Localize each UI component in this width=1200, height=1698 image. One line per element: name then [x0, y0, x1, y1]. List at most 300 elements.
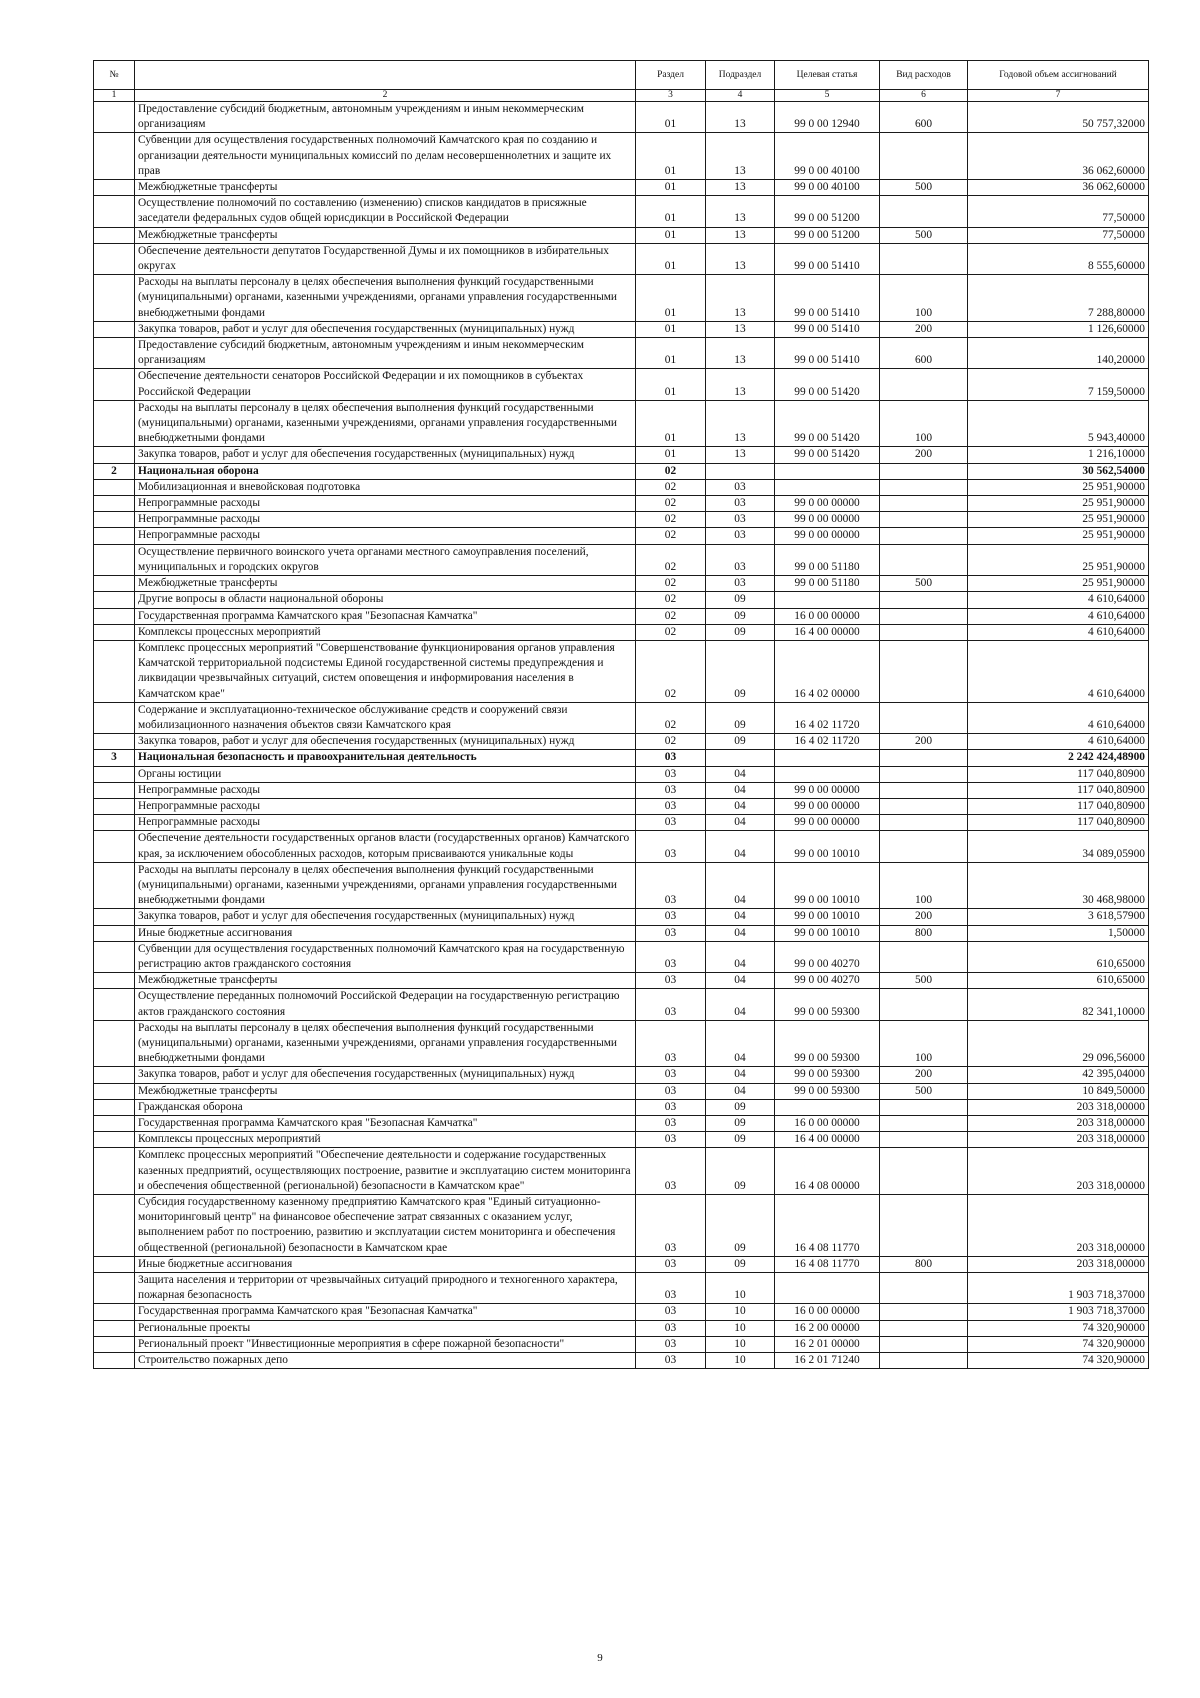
row-section: 02 — [636, 544, 706, 575]
row-target: 99 0 00 00000 — [775, 512, 880, 528]
row-name: Другие вопросы в области национальной обороны — [135, 592, 636, 608]
row-target: 99 0 00 10010 — [775, 862, 880, 909]
row-number — [94, 1148, 135, 1195]
row-target: 16 2 00 00000 — [775, 1320, 880, 1336]
row-name: Субсидия государственному казенному предприятию Камчатского края "Единый ситуационно-мониторинговый центр" на финансовое обеспечение затрат связанных с оказанием услуг, выполнением работ по построению, развитию и эксплуатации систем мониторинга и обеспечения общественной (региональной) безопасности в Камчатском крае — [135, 1195, 636, 1257]
row-section: 01 — [636, 321, 706, 337]
row-amount: 50 757,32000 — [968, 102, 1149, 133]
header-amount: Годовой объем ассигнований — [968, 61, 1149, 90]
row-section: 01 — [636, 227, 706, 243]
row-section: 02 — [636, 528, 706, 544]
row-number — [94, 1256, 135, 1272]
table-row — [94, 782, 1149, 798]
row-section: 02 — [636, 463, 706, 479]
row-target — [775, 479, 880, 495]
row-subsection: 04 — [706, 909, 775, 925]
row-number — [94, 400, 135, 447]
row-number: 2 — [94, 463, 135, 479]
table-row — [94, 909, 1149, 925]
row-target: 99 0 00 10010 — [775, 925, 880, 941]
row-target: 99 0 00 00000 — [775, 496, 880, 512]
row-target — [775, 1099, 880, 1115]
row-number — [94, 576, 135, 592]
table-row — [94, 1336, 1149, 1352]
row-subsection: 04 — [706, 831, 775, 862]
row-expense-type — [880, 1353, 968, 1369]
table-row — [94, 941, 1149, 972]
row-expense-type — [880, 133, 968, 180]
row-number — [94, 592, 135, 608]
row-amount: 4 610,64000 — [968, 702, 1149, 733]
row-subsection: 13 — [706, 180, 775, 196]
row-name: Предоставление субсидий бюджетным, автономным учреждениям и иным некоммерческим организациям — [135, 338, 636, 369]
row-number — [94, 227, 135, 243]
row-subsection: 04 — [706, 1083, 775, 1099]
row-target: 16 4 00 00000 — [775, 624, 880, 640]
row-name: Обеспечение деятельности сенаторов Российской Федерации и их помощников в субъектах Российской Федерации — [135, 369, 636, 400]
row-number — [94, 1353, 135, 1369]
row-number — [94, 133, 135, 180]
row-section: 03 — [636, 925, 706, 941]
table-row — [94, 702, 1149, 733]
row-number — [94, 1336, 135, 1352]
table-row — [94, 196, 1149, 227]
table-row — [94, 624, 1149, 640]
row-subsection: 09 — [706, 640, 775, 702]
row-number: 3 — [94, 750, 135, 766]
row-name: Мобилизационная и вневойсковая подготовка — [135, 479, 636, 495]
row-section: 03 — [636, 862, 706, 909]
row-name: Закупка товаров, работ и услуг для обеспечения государственных (муниципальных) нужд — [135, 1067, 636, 1083]
row-name: Межбюджетные трансферты — [135, 227, 636, 243]
row-number — [94, 544, 135, 575]
row-number — [94, 512, 135, 528]
row-subsection: 13 — [706, 447, 775, 463]
row-section: 02 — [636, 496, 706, 512]
row-section: 01 — [636, 400, 706, 447]
row-subsection: 03 — [706, 528, 775, 544]
row-expense-type: 500 — [880, 576, 968, 592]
row-subsection: 10 — [706, 1304, 775, 1320]
row-target: 99 0 00 40270 — [775, 973, 880, 989]
table-row — [94, 576, 1149, 592]
row-section: 03 — [636, 766, 706, 782]
row-subsection: 04 — [706, 798, 775, 814]
row-target: 99 0 00 51200 — [775, 227, 880, 243]
row-section: 01 — [636, 275, 706, 322]
table-row — [94, 479, 1149, 495]
row-section: 02 — [636, 608, 706, 624]
table-row — [94, 1132, 1149, 1148]
table-row — [94, 512, 1149, 528]
row-section: 03 — [636, 1067, 706, 1083]
row-section: 03 — [636, 909, 706, 925]
row-name: Иные бюджетные ассигнования — [135, 925, 636, 941]
row-number — [94, 102, 135, 133]
table-row — [94, 766, 1149, 782]
row-section: 03 — [636, 1116, 706, 1132]
row-name: Государственная программа Камчатского края "Безопасная Камчатка" — [135, 1116, 636, 1132]
row-number — [94, 624, 135, 640]
row-target: 16 4 08 11770 — [775, 1195, 880, 1257]
row-expense-type — [880, 1273, 968, 1304]
row-expense-type: 200 — [880, 447, 968, 463]
row-name: Межбюджетные трансферты — [135, 1083, 636, 1099]
row-number — [94, 496, 135, 512]
table-row — [94, 1148, 1149, 1195]
row-name: Национальная безопасность и правоохранительная деятельность — [135, 750, 636, 766]
row-target: 16 0 00 00000 — [775, 608, 880, 624]
row-number — [94, 1116, 135, 1132]
row-expense-type — [880, 640, 968, 702]
row-subsection — [706, 463, 775, 479]
row-number — [94, 1304, 135, 1320]
row-subsection: 09 — [706, 1132, 775, 1148]
row-amount: 25 951,90000 — [968, 528, 1149, 544]
row-subsection: 03 — [706, 479, 775, 495]
table-row — [94, 989, 1149, 1020]
row-number — [94, 447, 135, 463]
row-amount: 8 555,60000 — [968, 243, 1149, 274]
row-amount: 203 318,00000 — [968, 1099, 1149, 1115]
row-amount: 203 318,00000 — [968, 1116, 1149, 1132]
row-name: Национальная оборона — [135, 463, 636, 479]
row-amount: 203 318,00000 — [968, 1256, 1149, 1272]
row-amount: 25 951,90000 — [968, 512, 1149, 528]
row-expense-type — [880, 750, 968, 766]
row-expense-type — [880, 512, 968, 528]
row-target: 99 0 00 59300 — [775, 1083, 880, 1099]
row-section: 03 — [636, 941, 706, 972]
row-amount: 1 903 718,37000 — [968, 1304, 1149, 1320]
row-name: Иные бюджетные ассигнования — [135, 1256, 636, 1272]
row-amount: 25 951,90000 — [968, 479, 1149, 495]
row-target: 99 0 00 00000 — [775, 782, 880, 798]
header-section: Раздел — [636, 61, 706, 90]
row-section: 01 — [636, 447, 706, 463]
row-target: 99 0 00 59300 — [775, 989, 880, 1020]
row-expense-type: 500 — [880, 973, 968, 989]
row-amount: 140,20000 — [968, 338, 1149, 369]
row-target — [775, 592, 880, 608]
row-section: 01 — [636, 338, 706, 369]
row-target: 99 0 00 51410 — [775, 275, 880, 322]
row-name: Непрограммные расходы — [135, 528, 636, 544]
row-subsection: 09 — [706, 1099, 775, 1115]
table-row — [94, 1083, 1149, 1099]
row-number — [94, 1320, 135, 1336]
row-name: Осуществление переданных полномочий Российской Федерации на государственную регистрацию актов гражданского состояния — [135, 989, 636, 1020]
row-section: 02 — [636, 512, 706, 528]
row-expense-type: 100 — [880, 400, 968, 447]
row-name: Непрограммные расходы — [135, 815, 636, 831]
row-amount: 25 951,90000 — [968, 544, 1149, 575]
row-subsection: 04 — [706, 925, 775, 941]
row-amount: 25 951,90000 — [968, 496, 1149, 512]
row-number — [94, 734, 135, 750]
row-amount: 30 562,54000 — [968, 463, 1149, 479]
row-amount: 36 062,60000 — [968, 180, 1149, 196]
row-target: 99 0 00 51410 — [775, 321, 880, 337]
table-row — [94, 1320, 1149, 1336]
table-row — [94, 133, 1149, 180]
row-subsection: 04 — [706, 1020, 775, 1067]
row-name: Закупка товаров, работ и услуг для обеспечения государственных (муниципальных) нужд — [135, 447, 636, 463]
row-amount: 30 468,98000 — [968, 862, 1149, 909]
row-subsection: 04 — [706, 941, 775, 972]
row-amount: 42 395,04000 — [968, 1067, 1149, 1083]
column-number: 1 — [94, 90, 135, 102]
row-section: 03 — [636, 1273, 706, 1304]
row-name: Государственная программа Камчатского края "Безопасная Камчатка" — [135, 1304, 636, 1320]
row-expense-type — [880, 196, 968, 227]
table-row — [94, 447, 1149, 463]
row-subsection: 09 — [706, 1148, 775, 1195]
table-row — [94, 1353, 1149, 1369]
row-target: 99 0 00 59300 — [775, 1020, 880, 1067]
row-subsection: 04 — [706, 782, 775, 798]
row-name: Обеспечение деятельности депутатов Государственной Думы и их помощников в избирательных округах — [135, 243, 636, 274]
row-expense-type: 100 — [880, 862, 968, 909]
row-name: Региональные проекты — [135, 1320, 636, 1336]
table-row — [94, 463, 1149, 479]
row-name: Комплекс процессных мероприятий "Совершенствование функционирования органов управления Камчатской территориальной подсистемы Единой государственной системы предупреждения и ликвидации чрезвычайных ситуаций, систем оповещения и информирования населения в Камчатском крае" — [135, 640, 636, 702]
column-number: 2 — [135, 90, 636, 102]
row-section: 03 — [636, 1353, 706, 1369]
column-number-row — [94, 90, 1149, 102]
row-number — [94, 973, 135, 989]
table-row — [94, 1067, 1149, 1083]
row-number — [94, 321, 135, 337]
row-subsection: 09 — [706, 1256, 775, 1272]
row-section: 03 — [636, 831, 706, 862]
row-target: 99 0 00 10010 — [775, 909, 880, 925]
row-number — [94, 702, 135, 733]
row-number — [94, 528, 135, 544]
row-name: Непрограммные расходы — [135, 512, 636, 528]
row-amount: 117 040,80900 — [968, 798, 1149, 814]
table-row — [94, 608, 1149, 624]
row-subsection: 13 — [706, 133, 775, 180]
row-expense-type — [880, 941, 968, 972]
row-section: 02 — [636, 576, 706, 592]
row-subsection: 13 — [706, 196, 775, 227]
row-subsection: 03 — [706, 576, 775, 592]
row-number — [94, 766, 135, 782]
row-section: 02 — [636, 592, 706, 608]
row-amount: 74 320,90000 — [968, 1336, 1149, 1352]
row-target: 16 2 01 71240 — [775, 1353, 880, 1369]
row-target: 16 2 01 00000 — [775, 1336, 880, 1352]
column-number: 6 — [880, 90, 968, 102]
row-section: 01 — [636, 196, 706, 227]
row-target: 99 0 00 51420 — [775, 400, 880, 447]
row-amount: 7 288,80000 — [968, 275, 1149, 322]
table-row — [94, 798, 1149, 814]
row-expense-type — [880, 243, 968, 274]
row-target: 16 4 02 00000 — [775, 640, 880, 702]
row-name: Закупка товаров, работ и услуг для обеспечения государственных (муниципальных) нужд — [135, 321, 636, 337]
row-number — [94, 1083, 135, 1099]
row-number — [94, 1132, 135, 1148]
row-subsection: 03 — [706, 496, 775, 512]
row-target: 99 0 00 51420 — [775, 369, 880, 400]
row-target — [775, 1273, 880, 1304]
row-subsection: 10 — [706, 1320, 775, 1336]
row-amount: 77,50000 — [968, 196, 1149, 227]
table-row — [94, 544, 1149, 575]
row-section: 03 — [636, 750, 706, 766]
row-subsection: 04 — [706, 815, 775, 831]
table-row — [94, 1256, 1149, 1272]
header-num: № — [94, 61, 135, 90]
row-name: Осуществление полномочий по составлению (изменению) списков кандидатов в присяжные заседатели федеральных судов общей юрисдикции в Российской Федерации — [135, 196, 636, 227]
row-target: 99 0 00 40100 — [775, 133, 880, 180]
row-target — [775, 750, 880, 766]
row-number — [94, 180, 135, 196]
row-section: 01 — [636, 102, 706, 133]
row-amount: 2 242 424,48900 — [968, 750, 1149, 766]
row-section: 03 — [636, 1336, 706, 1352]
row-number — [94, 1067, 135, 1083]
table-row — [94, 338, 1149, 369]
row-subsection: 04 — [706, 862, 775, 909]
table-row — [94, 496, 1149, 512]
row-name: Комплекс процессных мероприятий "Обеспечение деятельности и содержание государственных казенных предприятий, осуществляющих построение, развитие и эксплуатацию систем мониторинга и обеспечения общественной (региональной) безопасности в Камчатском крае" — [135, 1148, 636, 1195]
row-section: 03 — [636, 1020, 706, 1067]
row-section: 02 — [636, 734, 706, 750]
row-expense-type — [880, 1304, 968, 1320]
header-name — [135, 61, 636, 90]
table-row — [94, 925, 1149, 941]
row-expense-type: 600 — [880, 102, 968, 133]
row-name: Органы юстиции — [135, 766, 636, 782]
header-subsection: Подраздел — [706, 61, 775, 90]
row-expense-type — [880, 608, 968, 624]
row-number — [94, 831, 135, 862]
row-number — [94, 782, 135, 798]
row-expense-type — [880, 798, 968, 814]
row-number — [94, 815, 135, 831]
row-name: Межбюджетные трансферты — [135, 180, 636, 196]
row-expense-type — [880, 528, 968, 544]
row-target: 99 0 00 00000 — [775, 528, 880, 544]
row-expense-type — [880, 369, 968, 400]
row-subsection: 09 — [706, 702, 775, 733]
row-target: 99 0 00 51420 — [775, 447, 880, 463]
row-expense-type — [880, 496, 968, 512]
row-target: 99 0 00 40270 — [775, 941, 880, 972]
row-expense-type: 200 — [880, 321, 968, 337]
row-expense-type: 100 — [880, 1020, 968, 1067]
row-subsection: 10 — [706, 1273, 775, 1304]
row-amount: 203 318,00000 — [968, 1132, 1149, 1148]
budget-table — [93, 60, 1149, 1369]
row-amount: 10 849,50000 — [968, 1083, 1149, 1099]
row-target — [775, 766, 880, 782]
row-target: 99 0 00 51410 — [775, 338, 880, 369]
row-section: 03 — [636, 1304, 706, 1320]
row-section: 03 — [636, 973, 706, 989]
row-target: 16 4 00 00000 — [775, 1132, 880, 1148]
table-row — [94, 640, 1149, 702]
row-name: Комплексы процессных мероприятий — [135, 1132, 636, 1148]
row-name: Расходы на выплаты персоналу в целях обеспечения выполнения функций государственными (муниципальными) органами, казенными учреждениями, органами управления государственными внебюджетными фондами — [135, 1020, 636, 1067]
row-amount: 4 610,64000 — [968, 734, 1149, 750]
row-subsection: 04 — [706, 989, 775, 1020]
row-expense-type: 200 — [880, 1067, 968, 1083]
row-number — [94, 1195, 135, 1257]
row-subsection: 13 — [706, 243, 775, 274]
row-expense-type — [880, 592, 968, 608]
row-subsection: 09 — [706, 624, 775, 640]
row-name: Закупка товаров, работ и услуг для обеспечения государственных (муниципальных) нужд — [135, 909, 636, 925]
page-number: 9 — [597, 1652, 603, 1664]
row-target: 16 0 00 00000 — [775, 1304, 880, 1320]
row-name: Межбюджетные трансферты — [135, 973, 636, 989]
row-amount: 82 341,10000 — [968, 989, 1149, 1020]
row-name: Обеспечение деятельности государственных органов власти (государственных органов) Камчатского края, за исключением обособленных расходов, которым присваиваются уникальные коды — [135, 831, 636, 862]
row-expense-type: 200 — [880, 734, 968, 750]
column-number: 5 — [775, 90, 880, 102]
row-amount: 610,65000 — [968, 973, 1149, 989]
row-expense-type — [880, 831, 968, 862]
row-subsection: 13 — [706, 102, 775, 133]
row-target: 16 0 00 00000 — [775, 1116, 880, 1132]
row-name: Содержание и эксплуатационно-техническое обслуживание средств и сооружений связи мобилизационного назначения объектов связи Камчатского края — [135, 702, 636, 733]
row-name: Расходы на выплаты персоналу в целях обеспечения выполнения функций государственными (муниципальными) органами, казенными учреждениями, органами управления государственными внебюджетными фондами — [135, 862, 636, 909]
row-number — [94, 862, 135, 909]
header-expense-type: Вид расходов — [880, 61, 968, 90]
table-row — [94, 400, 1149, 447]
table-row — [94, 528, 1149, 544]
column-number: 3 — [636, 90, 706, 102]
row-target: 99 0 00 00000 — [775, 815, 880, 831]
row-section: 03 — [636, 798, 706, 814]
row-expense-type — [880, 815, 968, 831]
row-expense-type — [880, 1116, 968, 1132]
row-expense-type: 500 — [880, 1083, 968, 1099]
table-row — [94, 973, 1149, 989]
row-name: Комплексы процессных мероприятий — [135, 624, 636, 640]
table-body — [94, 102, 1149, 1369]
row-amount: 3 618,57900 — [968, 909, 1149, 925]
row-expense-type: 500 — [880, 180, 968, 196]
table-row — [94, 321, 1149, 337]
row-section: 01 — [636, 133, 706, 180]
table-row — [94, 831, 1149, 862]
table-row — [94, 1195, 1149, 1257]
table-row — [94, 750, 1149, 766]
row-section: 02 — [636, 702, 706, 733]
row-subsection: 09 — [706, 592, 775, 608]
row-section: 03 — [636, 989, 706, 1020]
row-name: Субвенции для осуществления государственных полномочий Камчатского края по созданию и организации деятельности муниципальных комиссий по делам несовершеннолетних и защите их прав — [135, 133, 636, 180]
table-row — [94, 243, 1149, 274]
row-name: Региональный проект "Инвестиционные мероприятия в сфере пожарной безопасности" — [135, 1336, 636, 1352]
row-name: Непрограммные расходы — [135, 782, 636, 798]
row-expense-type: 500 — [880, 227, 968, 243]
row-target: 16 4 02 11720 — [775, 734, 880, 750]
table-row — [94, 862, 1149, 909]
row-name: Непрограммные расходы — [135, 798, 636, 814]
row-section: 03 — [636, 1148, 706, 1195]
row-expense-type — [880, 702, 968, 733]
row-name: Расходы на выплаты персоналу в целях обеспечения выполнения функций государственными (муниципальными) органами, казенными учреждениями, органами управления государственными внебюджетными фондами — [135, 275, 636, 322]
table-row — [94, 1099, 1149, 1115]
header-target: Целевая статья — [775, 61, 880, 90]
row-number — [94, 608, 135, 624]
